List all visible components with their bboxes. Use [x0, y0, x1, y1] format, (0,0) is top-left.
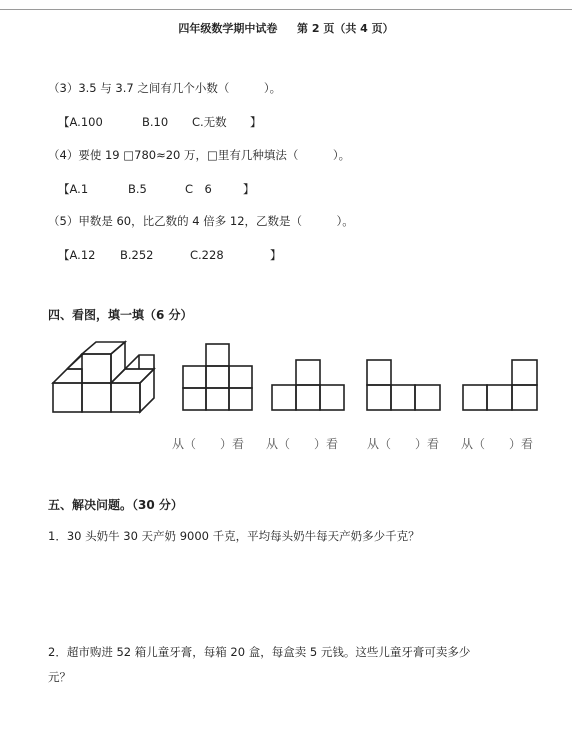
option-a: 【A.12 — [58, 248, 96, 262]
question-4-options — [58, 181, 255, 197]
question-3-options — [58, 114, 262, 130]
question-5-options — [58, 247, 282, 263]
cube-stack-figure — [50, 340, 162, 416]
question-5: （5）甲数是 60，比乙数的 4 倍多 12，乙数是（ ）。 — [48, 214, 354, 228]
option-c: C.无数 — [192, 115, 227, 129]
option-close: 】 — [250, 115, 262, 129]
problem-2-line-2: 元？ — [48, 670, 71, 684]
option-close: 】 — [270, 248, 282, 262]
question-4: （4）要使 19 □780≈20 万，□里有几种填法（ ）。 — [48, 148, 351, 162]
view-label-3: 从（ ）看 — [367, 437, 440, 451]
section-4-title: 四、看图，填一填（6 分） — [48, 308, 193, 322]
option-a: 【A.100 — [58, 115, 103, 129]
view-figure-2 — [271, 358, 347, 412]
option-b: B.10 — [142, 115, 169, 129]
header-rule — [0, 9, 572, 10]
view-label-2: 从（ ）看 — [266, 437, 339, 451]
question-3: （3）3.5 与 3.7 之间有几个小数（ ）。 — [48, 81, 282, 95]
problem-1: 1．30 头奶牛 30 天产奶 9000 千克，平均每头奶牛每天产奶多少千克？ — [48, 529, 420, 543]
section-5-title: 五、解决问题。（30 分） — [48, 498, 183, 512]
view-label-1: 从（ ）看 — [172, 437, 245, 451]
problem-2-line-1: 2．超市购进 52 箱儿童牙膏，每箱 20 盒，每盒卖 5 元钱。这些儿童牙膏可卖多少 — [48, 645, 471, 659]
page-header — [0, 20, 572, 36]
view-label-4: 从（ ）看 — [461, 437, 534, 451]
view-figure-1 — [182, 342, 254, 412]
option-b: B.5 — [128, 182, 147, 196]
view-figure-4 — [462, 358, 540, 412]
option-c: C.228 — [190, 248, 224, 262]
option-c: C 6 — [185, 182, 212, 196]
option-a: 【A.1 — [58, 182, 89, 196]
option-b: B.252 — [120, 248, 154, 262]
page-number: 第 2 页（共 4 页） — [297, 22, 394, 35]
view-figure-3 — [366, 358, 443, 412]
option-close: 】 — [243, 182, 255, 196]
exam-title: 四年级数学期中试卷 — [178, 22, 278, 35]
